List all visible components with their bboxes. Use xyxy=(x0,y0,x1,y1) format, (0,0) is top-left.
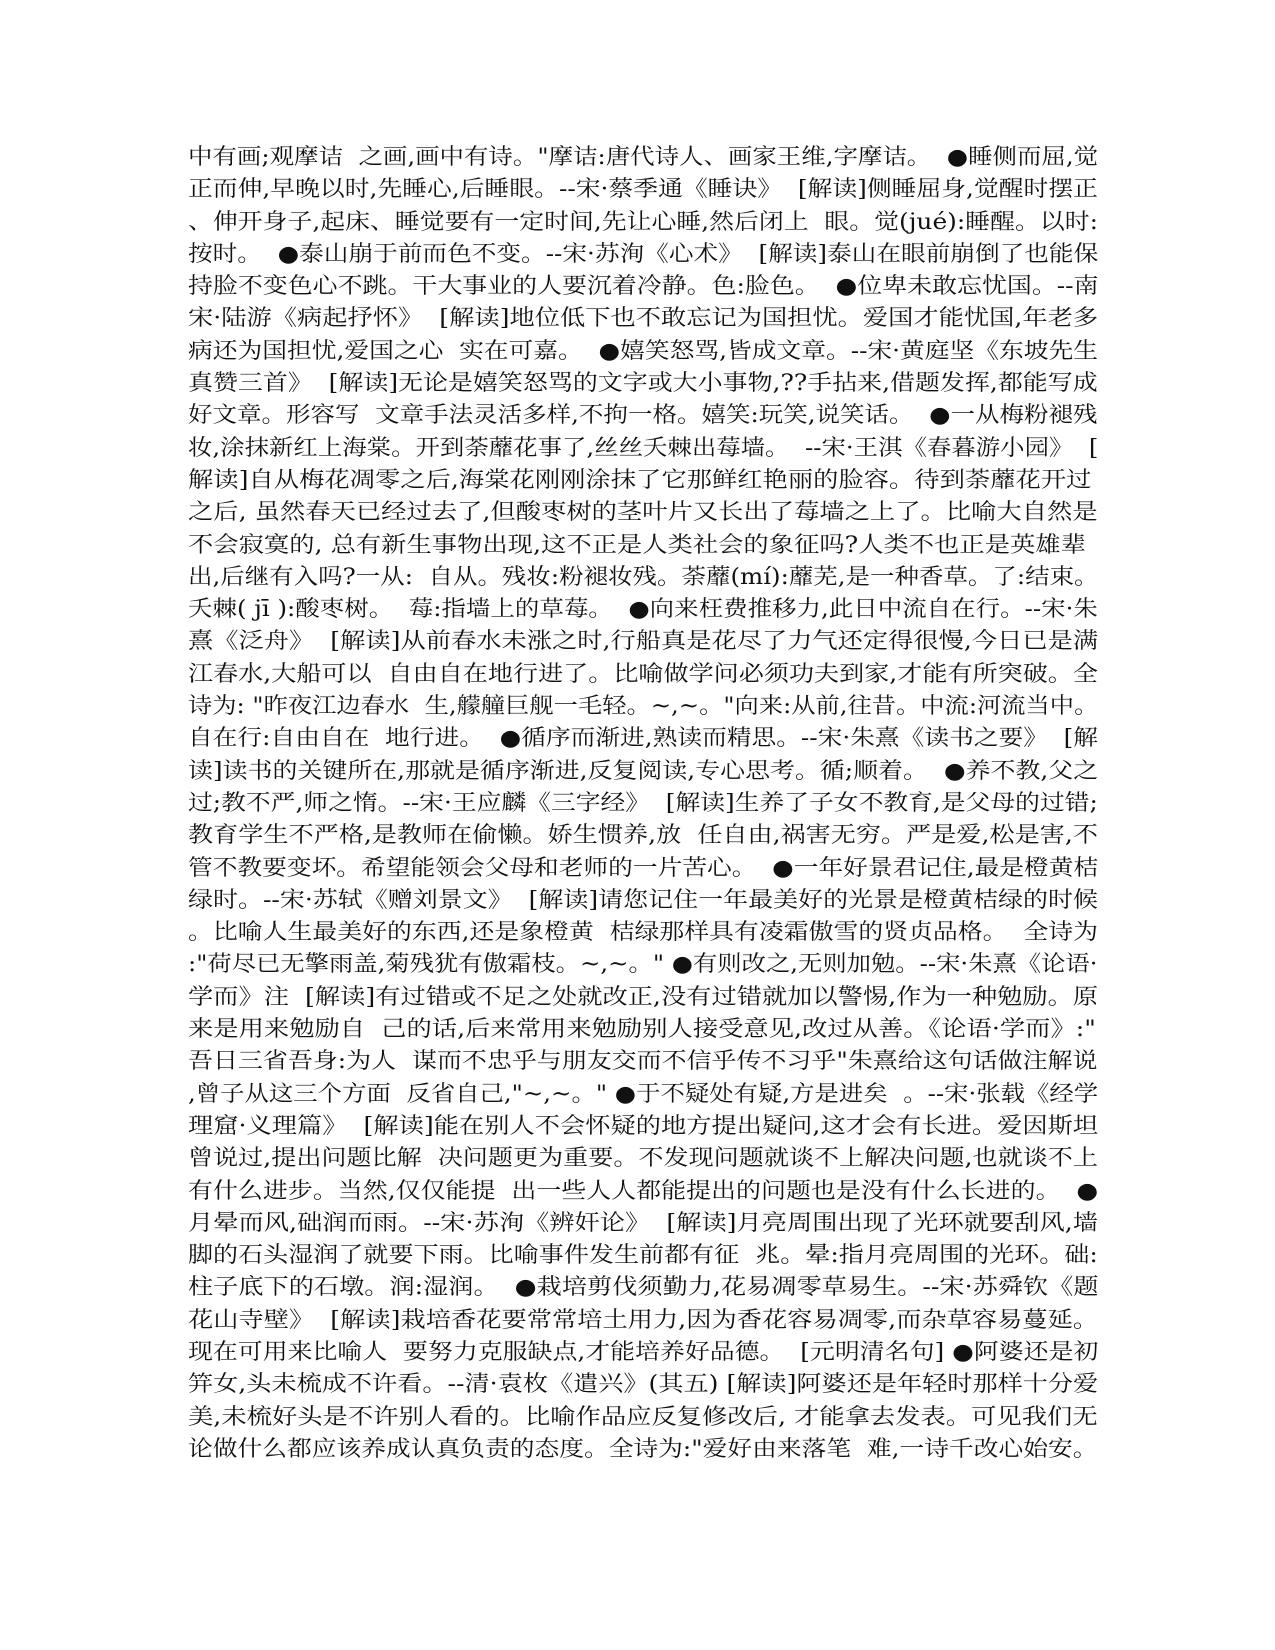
text-line: 来是用来勉励自 己的话,后来常用来勉励别人接受意见,改过从善。《论语·学而》:" xyxy=(188,1017,1096,1043)
text-line: 。比喻人生最美好的东西,还是象橙黄 桔绿那样具有凌霜傲雪的贤贞品格。 全诗为 xyxy=(188,920,1098,946)
text-line: 宋·陆游《病起抒怀》 [解读]地位低下也不敢忘记为国担忧。爱国才能忧国,年老多 xyxy=(188,306,1099,332)
text-line: 曾说过,提出问题比解 决问题更为重要。不发现问题就谈不上解决问题,也就谈不上 xyxy=(188,1146,1098,1172)
text-line: 花山寺壁》 [解读]栽培香花要常常培土用力,因为香花容易凋零,而杂草容易蔓延。 xyxy=(188,1307,1099,1333)
document-page xyxy=(188,142,1098,1466)
text-line: 读]读书的关键所在,那就是循序渐进,反复阅读,专心思考。循;顺着。 ●养不教,父之 xyxy=(188,758,1099,784)
text-line: 江春水,大船可以 自由自在地行进了。比喻做学问必须功夫到家,才能有所突破。全 xyxy=(188,661,1098,687)
text-line: 不会寂寞的, 总有新生事物出现,这不正是人类社会的象征吗?人类不也正是英雄辈 xyxy=(188,532,1086,558)
text-line: 病还为国担忧,爱国之心 实在可嘉。 ●嬉笑怒骂,皆成文章。--宋·黄庭坚《东坡先生 xyxy=(188,338,1099,364)
text-line: 现在可用来比喻人 要努力克服缺点,才能培养好品德。 [元明清名句] ●阿婆还是初 xyxy=(188,1339,1099,1365)
text-line: 夭棘( jī ):酸枣树。 莓:指墙上的草莓。 ●向来枉费推移力,此日中流自在行。--宋·朱 xyxy=(188,597,1098,623)
text-line: 解读]自从梅花凋零之后,海棠花刚刚涂抹了它那鲜红艳丽的脸容。待到荼蘼花开过 xyxy=(188,467,1092,493)
text-line: 真赞三首》 [解读]无论是嬉笑怒骂的文字或大小事物,??手拈来,借题发挥,都能写成 xyxy=(188,371,1098,397)
text-line: 论做什么都应该养成认真负责的态度。全诗为:"爱好由来落笔 难,一诗千改心始安。 xyxy=(188,1436,1098,1462)
text-line: 美,未梳好头是不许别人看的。比喻作品应反复修改后, 才能拿去发表。可见我们无 xyxy=(188,1404,1098,1430)
text-line: 管不教要变坏。希望能领会父母和老师的一片苦心。 ●一年好景君记住,最是橙黄桔 xyxy=(188,855,1099,881)
text-line: 笄女,头未梳成不许看。--清·袁枚《遣兴》(其五) [解读]阿婆还是年轻时那样十分爱 xyxy=(188,1372,1099,1398)
text-line: 诗为: "昨夜江边春水 生,艨艟巨舰一毛轻。~,~。"向来:从前,往昔。中流:河流当中。 xyxy=(188,694,1099,720)
text-line: 中有画;观摩诘 之画,画中有诗。"摩诘:唐代诗人、画家王维,字摩诘。 ●睡侧而屈,觉 xyxy=(188,145,1099,170)
text-line: 教育学生不严格,是教师在偷懒。娇生惯养,放 任自由,祸害无穷。严是爱,松是害,不 xyxy=(188,823,1098,849)
text-line: ,曾子从这三个方面 反省自己,"~,~。" ●于不疑处有疑,方是进矣 。--宋·张载《经学 xyxy=(188,1081,1099,1107)
text-line: 、伸开身子,起床、睡觉要有一定时间,先让心睡,然后闭上 眼。觉(jué):睡醒。以时: xyxy=(188,209,1098,235)
text-line: 月晕而风,础润而雨。--宋·苏洵《辨奸论》 [解读]月亮周围出现了光环就要刮风,墙 xyxy=(188,1210,1099,1236)
text-line: 自在行:自由自在 地行进。 ●循序而渐进,熟读而精思。--宋·朱熹《读书之要》 [解 xyxy=(188,726,1099,752)
text-line: 出,后继有入吗?一从: 自从。残妆:粉褪妆残。荼蘼(mí):蘼芜,是一种香草。了:结束。 xyxy=(188,564,1099,590)
text-line: 有什么进步。当然,仅仅能提 出一些人人都能提出的问题也是没有什么长进的。 ● xyxy=(188,1178,1099,1204)
text-line: 过;教不严,师之惰。--宋·王应麟《三字经》 [解读]生养了子女不教育,是父母的过错; xyxy=(188,790,1098,816)
text-line: 按时。 ●泰山崩于前而色不变。--宋·苏洵《心术》 [解读]泰山在眼前崩倒了也能保 xyxy=(188,241,1099,267)
text-line: 妆,涂抹新红上海棠。开到荼蘼花事了,丝丝夭棘出莓墙。 --宋·王淇《春暮游小园》 [ xyxy=(188,435,1099,461)
text-line: 脚的石头湿润了就要下雨。比喻事件发生前都有征 兆。晕:指月亮周围的光环。础: xyxy=(188,1243,1098,1269)
text-line: 吾日三省吾身:为人 谋而不忠乎与朋友交而不信乎传不习乎"朱熹给这句话做注解说 xyxy=(188,1049,1098,1075)
text-line: 熹《泛舟》 [解读]从前春水未涨之时,行船真是花尽了力气还定得很慢,今日已是满 xyxy=(188,629,1099,655)
text-line: 柱子底下的石墩。润:湿润。 ●栽培剪伐须勤力,花易凋零草易生。--宋·苏舜钦《题 xyxy=(188,1275,1099,1301)
text-line: 之后, 虽然春天已经过去了,但酸枣树的茎叶片又长出了莓墙之上了。比喻大自然是 xyxy=(188,500,1098,526)
text-line: 绿时。--宋·苏轼《赠刘景文》 [解读]请您记住一年最美好的光景是橙黄桔绿的时候 xyxy=(188,887,1099,913)
text-line: 正而伸,早晚以时,先睡心,后睡眼。--宋·蔡季通《睡诀》 [解读]侧睡屈身,觉醒时摆正 xyxy=(188,177,1098,203)
text-line: 好文章。形容写 文章手法灵活多样,不拘一格。嬉笑:玩笑,说笑话。 ●一从梅粉褪残 xyxy=(188,403,1098,429)
text-line: 学而》注 [解读]有过错或不足之处就改正,没有过错就加以警惕,作为一种勉励。原 xyxy=(188,984,1099,1010)
text-line: 理窟·义理篇》 [解读]能在别人不会怀疑的地方提出疑问,这才会有长进。爱因斯坦 xyxy=(188,1113,1099,1139)
text-line: 持脸不变色心不跳。干大事业的人要沉着冷静。色:脸色。 ●位卑未敢忘忧国。--南 xyxy=(188,274,1099,300)
text-line: :"荷尽已无擎雨盖,菊残犹有傲霜枝。~,~。" ●有则改之,无则加勉。--宋·朱熹《论语· xyxy=(188,952,1098,978)
